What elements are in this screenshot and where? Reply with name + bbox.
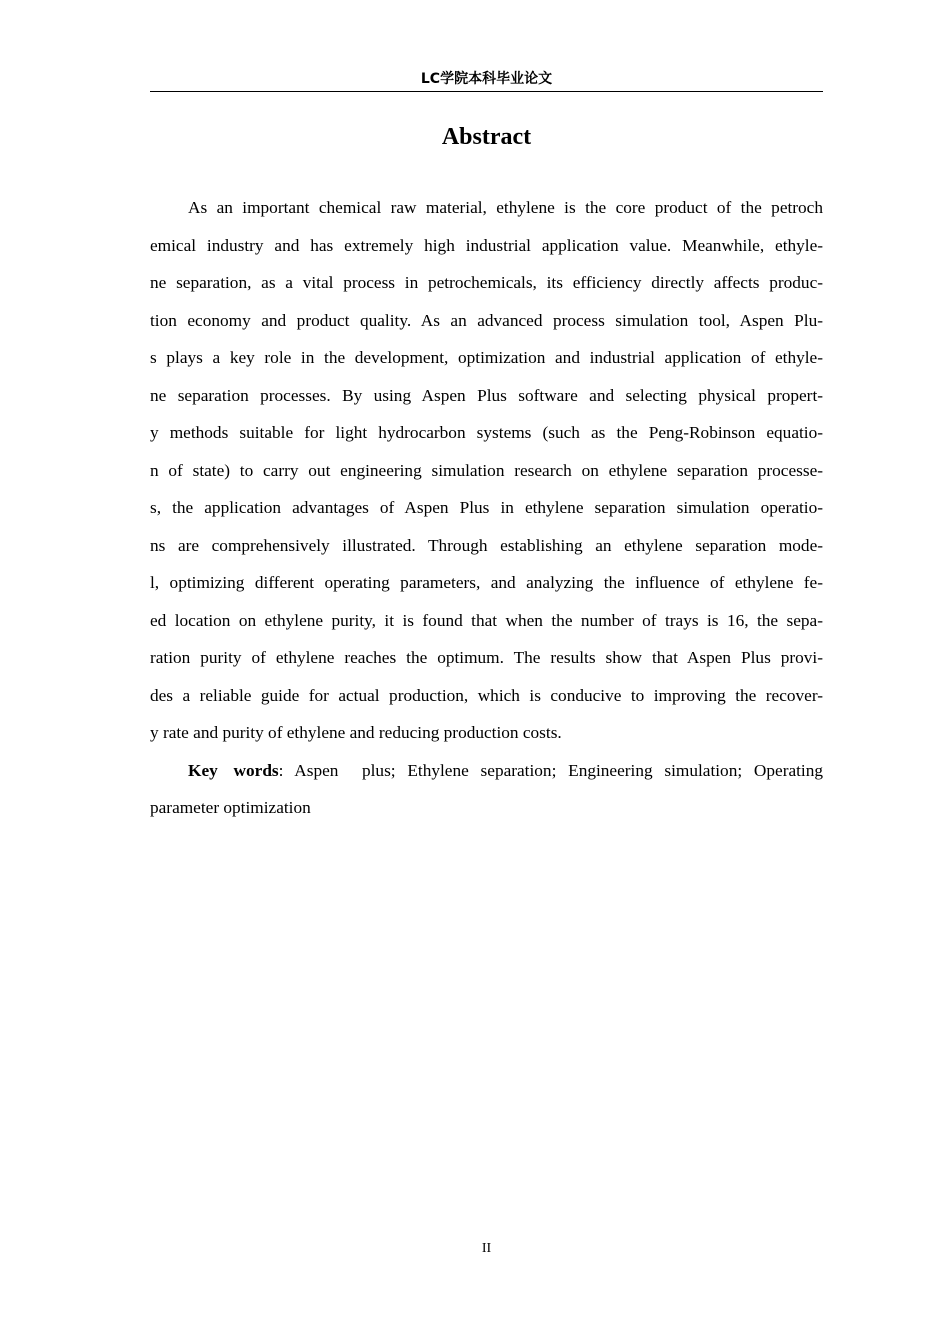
abstract-line: y methods suitable for light hydrocarbon systems (such as the Peng-Robinson equatio- [150, 423, 823, 442]
header-divider [150, 91, 823, 92]
abstract-line: ration purity of ethylene reaches the optimum. The results show that Aspen Plus provi- [150, 648, 823, 667]
keywords-separator: : [278, 760, 284, 780]
abstract-line: s, the application advantages of Aspen Plus in ethylene separation simulation operatio- [150, 498, 823, 517]
abstract-heading: Abstract [441, 124, 532, 150]
keywords-list: Aspen plus; Ethylene separation; Engineering simulation; Operating [283, 760, 823, 780]
keywords-line [150, 756, 823, 794]
abstract-line: emical industry and has extremely high industrial application value. Meanwhile, ethyle- [150, 235, 823, 255]
abstract-line: ne separation processes. By using Aspen Plus software and selecting physical propert- [150, 385, 823, 405]
abstract-line: As an important chemical raw material, ethylene is the core product of the petroch [188, 198, 823, 217]
abstract-line: y rate and purity of ethylene and reducing production costs. [150, 723, 562, 742]
running-header: LC学院本科毕业论文 [420, 71, 553, 87]
abstract-line: ed location on ethylene purity, it is found that when the number of trays is 16, the sepa- [150, 610, 823, 630]
keywords-label: Key words [188, 760, 279, 780]
abstract-line: n of state) to carry out engineering simulation research on ethylene separation processe- [150, 460, 823, 480]
abstract-line: tion economy and product quality. As an advanced process simulation tool, Aspen Plu- [150, 310, 823, 330]
abstract-line: ns are comprehensively illustrated. Through establishing an ethylene separation mode- [150, 535, 823, 555]
keywords-line-continued: parameter optimization [150, 798, 311, 817]
abstract-line: l, optimizing different operating parameters, and analyzing the influence of ethylene fe- [150, 573, 823, 592]
abstract-line: s plays a key role in the development, optimization and industrial application of ethyle- [150, 348, 823, 367]
abstract-line: ne separation, as a vital process in petrochemicals, its efficiency directly affects produc- [150, 273, 823, 292]
abstract-line: des a reliable guide for actual production, which is conducive to improving the recover- [150, 685, 823, 705]
page-number: II [481, 1241, 492, 1256]
abstract-body [150, 193, 823, 831]
